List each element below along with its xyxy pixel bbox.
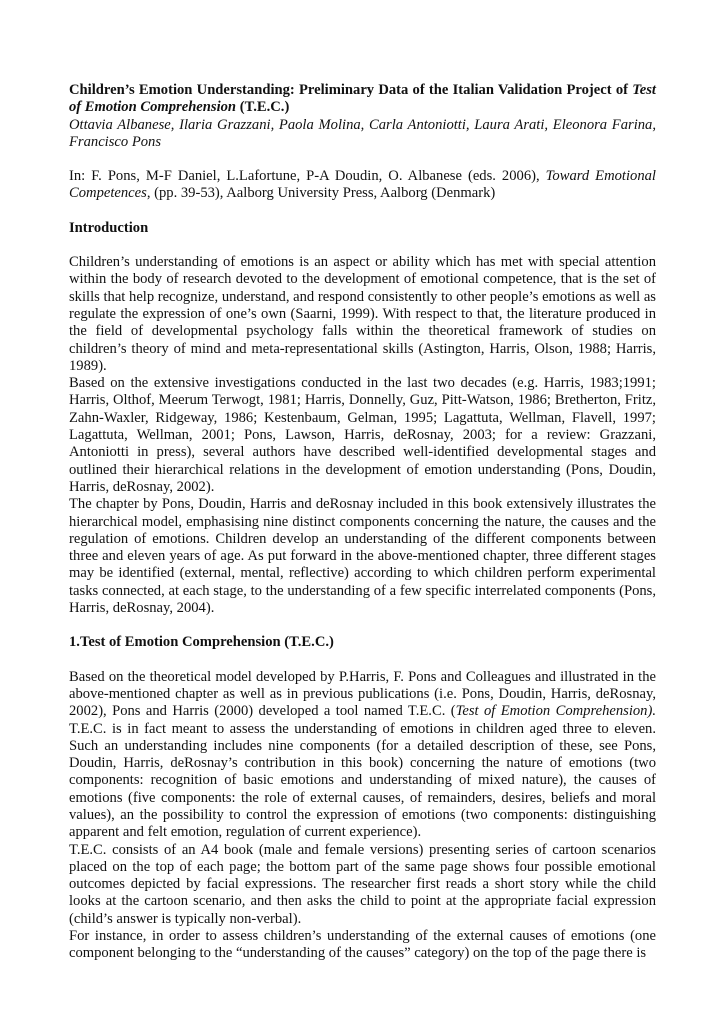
author-list: Ottavia Albanese, Ilaria Grazzani, Paola Molina, Carla Antoniotti, Laura Arati, Eleonora Farina, Francisco Pons [69, 116, 656, 150]
tec-paragraph-2: T.E.C. consists of an A4 book (male and female versions) presenting series of cartoon scenarios placed on the top of each page; the bottom part of the same page shows four possible emotional outcomes depicted by facial expressions. The researcher first reads a short story while the child looks at the cartoon scenario, and then asks the child to point at the appropriate facial expression (child’s answer is typically non-verbal). [69, 841, 656, 927]
citation-prefix: In: F. Pons, M-F Daniel, L.Lafortune, P-A Doudin, O. Albanese (eds. 2006), [69, 168, 546, 185]
tec-paragraph-1 [69, 669, 656, 842]
section-heading-tec: 1.Test of Emotion Comprehension (T.E.C.) [69, 634, 334, 651]
tec-paragraph-1-start: Based on the theoretical model developed by P.Harris, F. Pons and Colleagues and illustrated in the above-mentioned chapter as well as in previous publications (i.e. Pons, Doudin, Harris, deRosnay, 2002), Pons and Harris (2000) developed a tool named T.E.C. ( [69, 668, 656, 720]
citation [69, 168, 656, 203]
tec-paragraph-1-italic: Test of Emotion Comprehension). [455, 703, 656, 720]
document-page [69, 82, 656, 963]
tec-paragraph-3: For instance, in order to assess children’s understanding of the external causes of emotions (one component belonging to the “understanding of the causes” category) on the top of the page there is [69, 928, 656, 962]
citation-book-title: Toward Emotional Competences [69, 168, 656, 202]
intro-paragraph-1: Children’s understanding of emotions is an aspect or ability which has met with special attention within the body of research devoted to the development of emotional competence, that is the set of skills that help recognize, understand, and respond consistently to other people’s emotions as well as regulate the expression of one’s own (Saarni, 1999). With respect to that, the literature produced in the field of developmental psychology falls within the theoretical framework of studies on children’s theory of mind and meta-representational skills (Astington, Harris, Olson, 1988; Harris, 1989). [69, 254, 656, 374]
paper-title [69, 82, 656, 117]
tec-paragraph-1-end: T.E.C. is in fact meant to assess the understanding of emotions in children aged three to eleven. Such an understanding includes nine components (for a detailed description of these, see Pons, Doudin, Harris, deRosnay’s contribution in this book) concerning the nature of emotions (two components: recognition of basic emotions and understanding of mixed nature), the causes of emotions (five components: the role of external causes, of remainders, desires, beliefs and moral values), an the possibility to control the expression of emotions (two components: distinguishing apparent and felt emotion, regulation of current experience). [69, 720, 656, 841]
title-text: Children’s Emotion Understanding: Preliminary Data of the Italian Validation Project of [69, 82, 633, 98]
intro-paragraph-3: The chapter by Pons, Doudin, Harris and deRosnay included in this book extensively illustrates the hierarchical model, emphasising nine distinct components concerning the nature, the causes and the regulation of emotions. Children develop an understanding of the different components between three and eleven years of age. As put forward in the above-mentioned chapter, three different stages may be identified (external, mental, reflective) according to which children perform experimental tasks connected, at each stage, to the understanding of a few specific interrelated components (Pons, Harris, deRosnay, 2004). [69, 496, 656, 617]
citation-suffix: , (pp. 39-53), Aalborg University Press, Aalborg (Denmark) [146, 185, 496, 202]
intro-paragraph-2: Based on the extensive investigations conducted in the last two decades (e.g. Harris, 1983;1991; Harris, Olthof, Meerum Terwogt, 1981; Harris, Donnelly, Guz, Pitt-Watson, 1986; Bretherton, Fritz, Zahn-Waxler, Ridgeway, 1986; Kestenbaum, Gelman, 1995; Lagattuta, Wellman, Flavell, 1997; Lagattuta, Wellman, 2001; Pons, Lawson, Harris, deRosnay, 2003; for a review: Grazzani, Antoniotti in press), several authors have described well-identified developmental stages and outlined their hierarchical relations in the development of emotion understanding (Pons, Doudin, Harris, deRosnay, 2002). [69, 375, 656, 495]
title-italic-text: Test of Emotion Comprehension [69, 82, 656, 116]
section-heading-introduction: Introduction [69, 219, 149, 236]
title-tail-text: (T.E.C.) [236, 99, 290, 116]
